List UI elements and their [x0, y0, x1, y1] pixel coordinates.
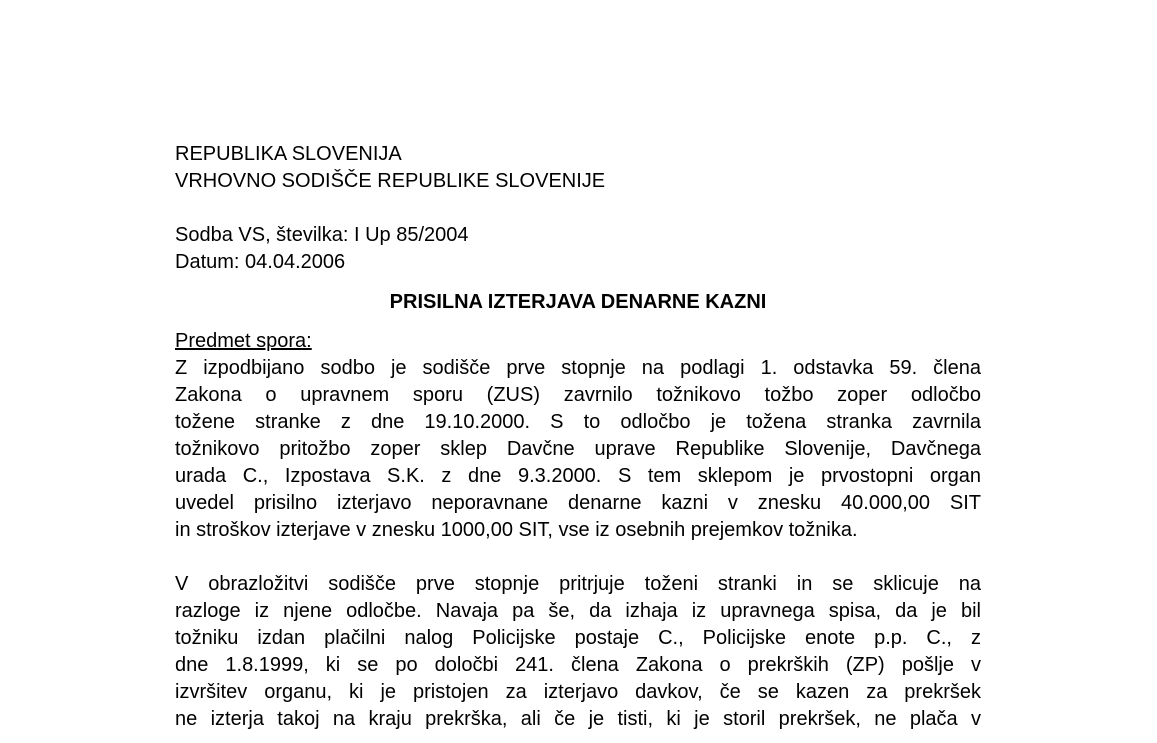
header-line-2: VRHOVNO SODIŠČE REPUBLIKE SLOVENIJE: [175, 170, 606, 192]
decision-date: Datum: 04.04.2006: [175, 251, 346, 273]
paragraph-1-line: in stroškov izterjave v znesku 1000,00 SIT, vse iz osebnih prejemkov tožnika.: [175, 519, 858, 541]
document-title: PRISILNA IZTERJAVA DENARNE KAZNI: [389, 291, 767, 313]
document-content: [175, 141, 981, 733]
subject-label: Predmet spora:: [175, 330, 312, 352]
paragraph-1-line: Z izpodbijano sodbo je sodišče prve stopnje na podlagi 1. odstavka 59. člena: [175, 357, 981, 379]
paragraph-1-line: uvedel prisilno izterjavo neporavnane denarne kazni v znesku 40.000,00 SIT: [175, 492, 981, 514]
paragraph-1-line: tožene stranke z dne 19.10.2000. S to odločbo je tožena stranka zavrnila: [175, 411, 981, 433]
paragraph-2-line: tožniku izdan plačilni nalog Policijske postaje C., Policijske enote p.p. C., z: [175, 627, 981, 649]
spacer: [175, 544, 981, 571]
paragraph-2-line: dne 1.8.1999, ki se po določbi 241. člena Zakona o prekrških (ZP) pošlje v: [175, 654, 981, 676]
paragraph-2-line: V obrazložitvi sodišče prve stopnje pritrjuje toženi stranki in se sklicuje na: [175, 573, 981, 595]
paragraph-2-line: ne izterja takoj na kraju prekrška, ali če je tisti, ki je storil prekršek, ne plača v: [175, 708, 981, 730]
spacer: [175, 195, 981, 222]
paragraph-2-line: razloge iz njene odločbe. Navaja pa še, da izhaja iz upravnega spisa, da je bil: [175, 600, 981, 622]
header-line-1: REPUBLIKA SLOVENIJA: [175, 143, 402, 165]
case-number: Sodba VS, številka: I Up 85/2004: [175, 224, 469, 246]
paragraph-2-line: izvršitev organu, ki je pristojen za izterjavo davkov, če se kazen za prekršek: [175, 681, 981, 703]
paragraph-1-line: urada C., Izpostava S.K. z dne 9.3.2000. S tem sklepom je prvostopni organ: [175, 465, 981, 487]
paragraph-2: [175, 571, 981, 733]
paragraph-1: [175, 355, 981, 544]
paragraph-1-line: Zakona o upravnem sporu (ZUS) zavrnilo tožnikovo tožbo zoper odločbo: [175, 384, 981, 406]
paragraph-1-line: tožnikovo pritožbo zoper sklep Davčne uprave Republike Slovenije, Davčnega: [175, 438, 981, 460]
